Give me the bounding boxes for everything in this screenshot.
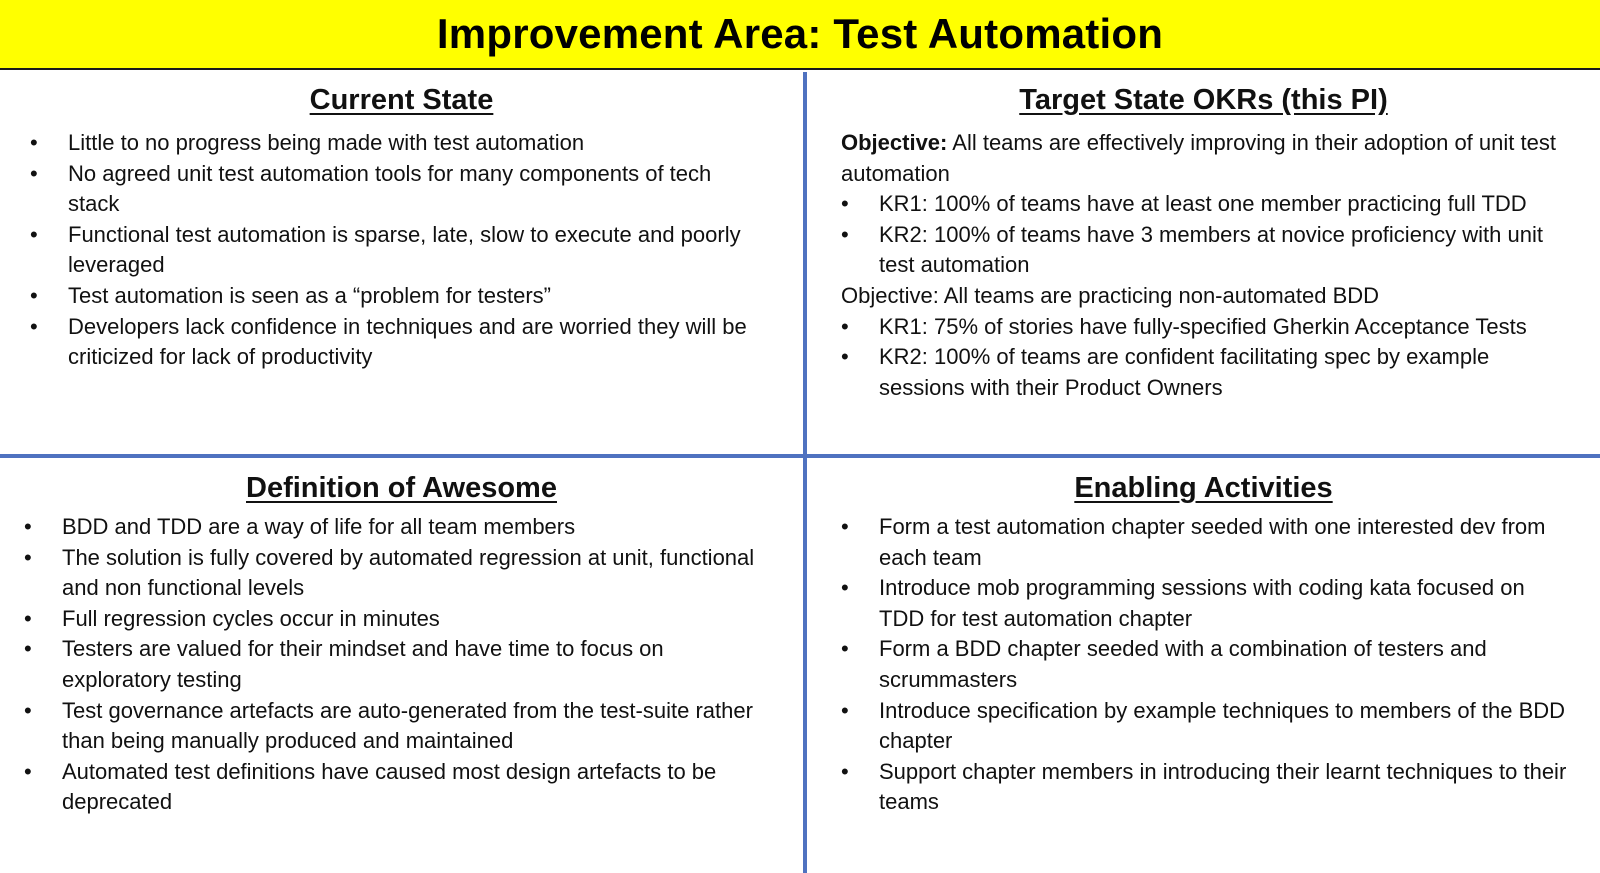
key-result: • KR2: 100% of teams are confident facilitating spec by example sessions with their Product Owners — [879, 342, 1570, 403]
objective-text: All teams are effectively improving in their adoption of unit test automation — [841, 130, 1556, 186]
key-results-2 — [841, 312, 1570, 404]
definition-of-awesome-heading: Definition of Awesome — [246, 472, 557, 504]
enabling-activities-heading: Enabling Activities — [1074, 472, 1333, 504]
key-result: • KR1: 100% of teams have at least one member practicing full TDD — [879, 189, 1570, 220]
target-state-panel — [807, 72, 1600, 454]
target-state-heading: Target State OKRs (this PI) — [1019, 84, 1388, 116]
list-item: • No agreed unit test automation tools for many components of tech stack — [68, 159, 763, 220]
definition-of-awesome-panel — [0, 458, 803, 873]
objective-2: Objective: All teams are practicing non-automated BDD — [841, 282, 1380, 308]
page-title: Improvement Area: Test Automation — [436, 10, 1164, 57]
list-item: • Introduce mob programming sessions with coding kata focused on TDD for test automation chapter — [879, 573, 1570, 634]
list-item: • Support chapter members in introducing their learnt techniques to their teams — [879, 757, 1570, 818]
list-item: • Little to no progress being made with test automation — [68, 128, 763, 159]
list-item: • Form a test automation chapter seeded with one interested dev from each team — [879, 512, 1570, 573]
enabling-activities-panel — [807, 458, 1600, 873]
list-item: • Automated test definitions have caused most design artefacts to be deprecated — [62, 757, 763, 818]
current-state-panel — [0, 72, 803, 454]
current-state-list — [68, 128, 763, 373]
current-state-content — [0, 120, 803, 373]
list-item: • Form a BDD chapter seeded with a combination of testers and scrummasters — [879, 634, 1570, 695]
current-state-heading: Current State — [309, 84, 494, 116]
list-item: • BDD and TDD are a way of life for all team members — [62, 512, 763, 543]
list-item: • Test automation is seen as a “problem for testers” — [68, 281, 763, 312]
list-item: • The solution is fully covered by automated regression at unit, functional and non functional levels — [62, 543, 763, 604]
list-item: • Functional test automation is sparse, late, slow to execute and poorly leveraged — [68, 220, 763, 281]
list-item: • Full regression cycles occur in minutes — [62, 604, 763, 635]
list-item: • Developers lack confidence in techniques and are worried they will be criticized for lack of productivity — [68, 312, 763, 373]
enabling-activities-content — [807, 508, 1600, 818]
objective-label: Objective: — [841, 130, 948, 155]
objective-1 — [841, 128, 1570, 189]
definition-of-awesome-content — [0, 508, 803, 818]
list-item: • Introduce specification by example techniques to members of the BDD chapter — [879, 696, 1570, 757]
key-results-1 — [841, 189, 1570, 281]
key-result: • KR2: 100% of teams have 3 members at novice proficiency with unit test automation — [879, 220, 1570, 281]
target-state-content — [807, 120, 1600, 403]
title-bar — [0, 0, 1600, 70]
list-item: • Test governance artefacts are auto-generated from the test-suite rather than being manually produced and maintained — [62, 696, 763, 757]
enabling-activities-list — [879, 512, 1570, 818]
list-item: • Testers are valued for their mindset and have time to focus on exploratory testing — [62, 634, 763, 695]
key-result: • KR1: 75% of stories have fully-specified Gherkin Acceptance Tests — [879, 312, 1570, 343]
definition-of-awesome-list — [62, 512, 763, 818]
